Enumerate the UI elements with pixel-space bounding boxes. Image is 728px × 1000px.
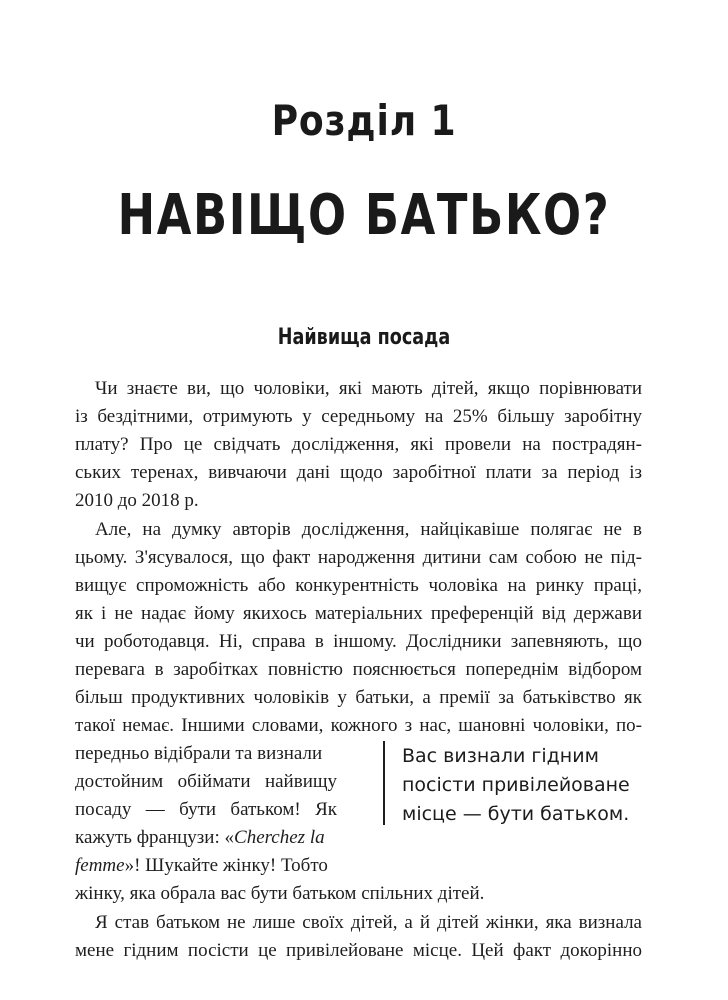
- section-heading: Найвища посада: [277, 325, 451, 350]
- paragraph-2-line: [75, 852, 337, 880]
- pullquote-line: Вас визнали гідним: [402, 745, 599, 767]
- pullquote-rule: [383, 741, 387, 825]
- paragraph-2-line: більш продуктивних чоловіків у батьки, а премії за батьківство як: [75, 687, 642, 708]
- paragraph-1-line: плату? Про це свідчать дослідження, які провели на пострадян-: [75, 434, 642, 455]
- chapter-title: НАВІЩО БАТЬКО?: [117, 183, 611, 248]
- paragraph-2-line: як і не надає йому якихось матеріальних преференцій від держави: [75, 603, 642, 624]
- paragraph-2-line: цьому. З'ясувалося, що факт народження дитини сам собою не під-: [75, 547, 642, 568]
- paragraph-2-line: перевага в заробітках повністю пояснюється попереднім відбором: [75, 659, 642, 680]
- paragraph-1-line: 2010 до 2018 р.: [75, 490, 199, 511]
- quote-outro: »! Шукайте жінку! Тобто: [124, 855, 328, 876]
- paragraph-2-line: вищує спроможність або конкурентність чоловіка на ринку праці,: [75, 575, 642, 596]
- french-phrase: Cherchez la: [234, 827, 325, 848]
- pullquote-line: посісти привілейоване: [402, 774, 630, 796]
- paragraph-1-line: Чи знаєте ви, що чоловіки, які мають дітей, якщо порівнювати: [95, 378, 642, 399]
- paragraph-2-line: достойним обіймати найвищу: [75, 771, 337, 792]
- paragraph-2-line: посаду — бути батьком! Як: [75, 799, 337, 820]
- paragraph-2-line: чи роботодавця. Ні, справа в іншому. Дослідники запевняють, що: [75, 631, 642, 652]
- paragraph-2-line: [75, 824, 337, 852]
- pullquote-line: місце — бути батьком.: [402, 803, 630, 825]
- quote-intro: кажуть французи: «: [75, 827, 235, 848]
- paragraph-2-line: передньо відібрали та визнали: [75, 743, 323, 764]
- paragraph-2-line: такої немає. Іншими словами, кожного з нас, шановні чоловіки, по-: [75, 715, 642, 736]
- paragraph-1-line: ських теренах, вивчаючи дані щодо заробітної плати за період із: [75, 462, 642, 483]
- french-phrase-end: femme: [75, 855, 125, 876]
- chapter-label: Розділ 1: [271, 96, 457, 145]
- paragraph-1-line: із бездітними, отримують у середньому на 25% більшу заробітну: [75, 406, 642, 427]
- paragraph-3-line: Я став батьком не лише своїх дітей, а й дітей жінки, яка визнала: [95, 912, 642, 933]
- paragraph-3-line: мене гідним посісти це привілейоване місце. Цей факт докорінно: [75, 940, 642, 961]
- paragraph-2-line: Але, на думку авторів дослідження, найцікавіше полягає не в: [95, 519, 642, 540]
- paragraph-2-line: жінку, яка обрала вас бути батьком спільних дітей.: [75, 883, 485, 904]
